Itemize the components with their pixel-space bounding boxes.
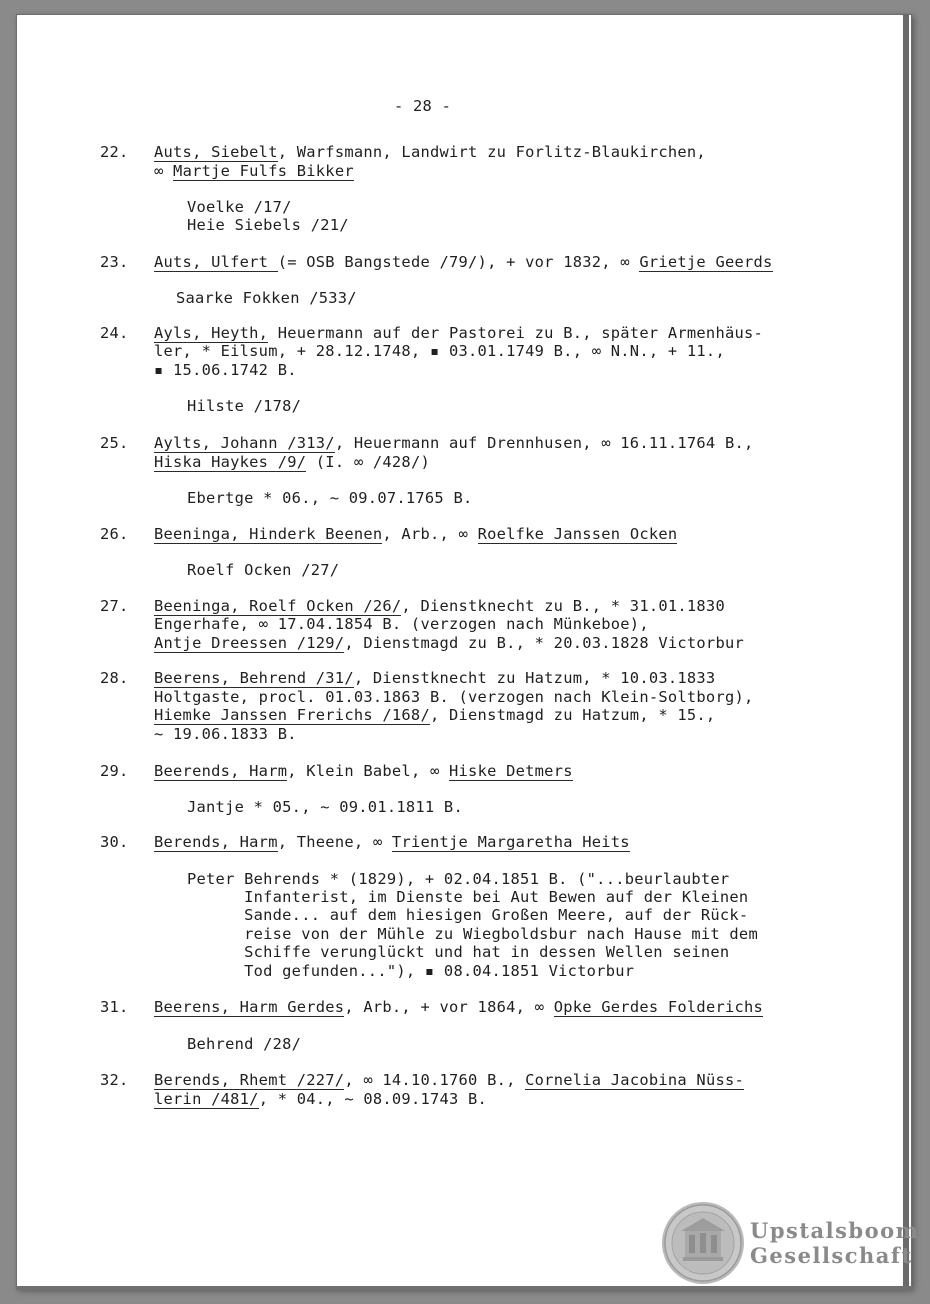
entry-line [154,525,677,543]
entry-text: , Arb., + vor 1864, ∞ [344,998,554,1016]
person-name: Auts, Ulfert [154,253,278,271]
upstalsboom-seal-icon [661,1201,745,1285]
entry-text: , Dienstmagd zu Hatzum, * 15., [429,706,716,724]
entry-number: 24. [100,324,129,342]
entry-number: 23. [100,253,129,271]
entry-number: 32. [100,1071,129,1089]
entry-text: , Warfsmann, Landwirt zu Forlitz-Blaukirchen, [277,143,706,161]
entry-text: Engerhafe, ∞ 17.04.1854 B. (verzogen nach Münkeboe), [154,615,649,633]
person-name: Cornelia Jacobina Nüss- [525,1071,745,1089]
entry-text: ler, * Eilsum, + 28.12.1748, ▪ 03.01.1749 B., ∞ N.N., + 11., [154,342,725,360]
child-entry: Heie Siebels /21/ [187,216,349,234]
person-name: Beerens, Behrend /31/ [154,669,354,687]
person-name: Trientje Margaretha Heits [391,833,630,851]
entry-text: , Klein Babel, ∞ [287,762,450,780]
entry-line [154,1071,744,1089]
entry-text: ~ 19.06.1833 B. [154,725,297,743]
person-name: Ayls, Heyth, [154,324,269,342]
person-name: Auts, Siebelt [154,143,278,161]
entry-number: 26. [100,525,129,543]
child-entry: Behrend /28/ [187,1035,302,1053]
person-name: Hiske Detmers [449,762,573,780]
child-entry: Ebertge * 06., ~ 09.07.1765 B. [187,489,473,507]
person-name: lerin /481/ [154,1090,259,1108]
page-number: - 28 - [394,97,452,115]
child-entry: Schiffe verunglückt und hat in dessen Wellen seinen [187,943,730,961]
entry-text: , Theene, ∞ [277,833,392,851]
entry-text: , Dienstknecht zu B., * 31.01.1830 [401,597,725,615]
person-name: Beerends, Harm [154,762,288,780]
brand-line-2: Gesellschaft [750,1243,913,1268]
person-name: Grietje Geerds [639,253,773,271]
person-name: Berends, Rhemt /227/ [154,1071,345,1089]
person-name: Beeninga, Roelf Ocken /26/ [154,597,402,615]
child-entry: Peter Behrends * (1829), + 02.04.1851 B. ("...beurlaubter [187,870,730,888]
entry-text: (I. ∞ /428/) [306,453,430,471]
entry-text: , Dienstknecht zu Hatzum, * 10.03.1833 [353,669,716,687]
person-name: Hiemke Janssen Frerichs /168/ [154,706,430,724]
entry-text: , Arb., ∞ [382,525,478,543]
entry-line [154,1090,487,1108]
child-entry: Sande... auf dem hiesigen Großen Meere, auf der Rück- [187,906,749,924]
entry-line [154,706,715,724]
entry-line [154,762,573,780]
entry-number: 30. [100,833,129,851]
entry-text: Holtgaste, procl. 01.03.1863 B. (verzogen nach Klein-Soltborg), [154,688,754,706]
entry-line [154,669,715,687]
page-edge-shadow-bottom [16,1286,913,1290]
child-entry: Voelke /17/ [187,198,292,216]
entry-text: Heuermann auf der Pastorei zu B., später Armenhäus- [268,324,764,342]
brand-line-1: Upstalsboom [750,1218,920,1243]
entry-line [154,597,725,615]
entry-line [154,342,725,360]
entry-line [154,143,706,161]
child-entry: Infanterist, im Dienste bei Aut Bewen auf der Kleinen [187,888,749,906]
entry-line [154,615,649,633]
entry-number: 25. [100,434,129,452]
entry-text: ▪ 15.06.1742 B. [154,361,297,379]
child-entry: Saarke Fokken /533/ [176,289,357,307]
entry-line [154,162,354,180]
entry-line [154,361,297,379]
child-entry: Roelf Ocken /27/ [187,561,340,579]
person-name: Antje Dreessen /129/ [154,634,345,652]
entry-line [154,998,763,1016]
child-entry: Tod gefunden..."), ▪ 08.04.1851 Victorbur [187,962,635,980]
entry-line [154,688,754,706]
entry-number: 27. [100,597,129,615]
entry-line [154,434,754,452]
person-name: Beeninga, Hinderk Beenen [154,525,383,543]
entry-number: 22. [100,143,129,161]
entry-text: , Heuermann auf Drennhusen, ∞ 16.11.1764 B., [334,434,754,452]
entry-line [154,324,763,342]
person-name: Opke Gerdes Folderichs [553,998,764,1016]
person-name: Berends, Harm [154,833,278,851]
entry-text: , ∞ 14.10.1760 B., [344,1071,526,1089]
child-entry: reise von der Mühle zu Wiegboldsbur nach Hause mit dem [187,925,758,943]
entry-line [154,725,297,743]
entry-line [154,634,744,652]
entry-number: 29. [100,762,129,780]
person-name: Aylts, Johann /313/ [154,434,335,452]
entry-number: 28. [100,669,129,687]
entry-number: 31. [100,998,129,1016]
entry-line [154,833,630,851]
person-name: Beerens, Harm Gerdes [154,998,345,1016]
child-entry: Jantje * 05., ~ 09.01.1811 B. [187,798,463,816]
entry-text: , * 04., ~ 08.09.1743 B. [258,1090,488,1108]
person-name: Roelfke Janssen Ocken [477,525,678,543]
entry-line [154,453,430,471]
child-entry: Hilste /178/ [187,397,302,415]
entry-line [154,253,773,271]
person-name: Martje Fulfs Bikker [173,162,354,180]
entry-text: , Dienstmagd zu B., * 20.03.1828 Victorbur [344,634,744,652]
entry-text: ∞ [154,162,174,180]
entry-text: (= OSB Bangstede /79/), + vor 1832, ∞ [277,253,640,271]
person-name: Hiska Haykes /9/ [154,453,307,471]
page-edge-shadow-right [903,14,909,1289]
